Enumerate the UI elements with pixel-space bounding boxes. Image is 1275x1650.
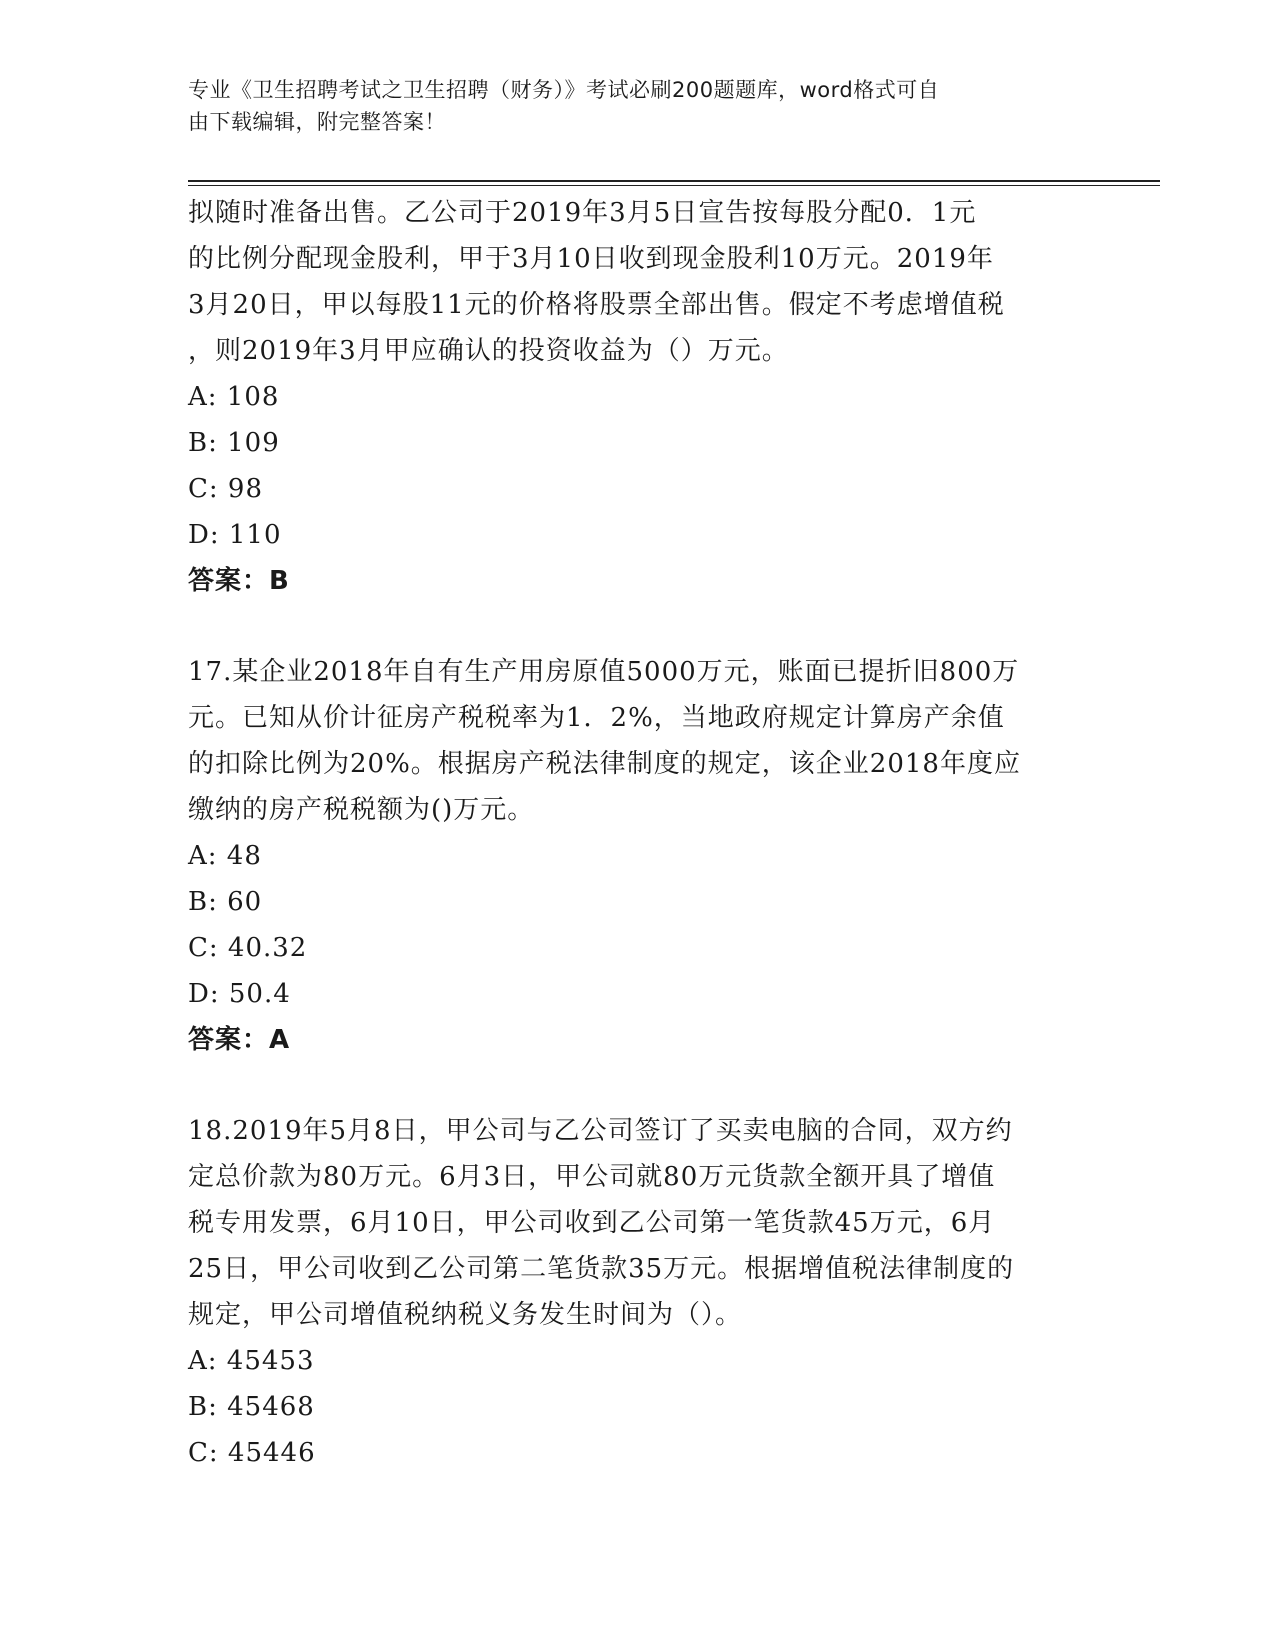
answer-label: 答案：A: [188, 1025, 291, 1055]
option-a: A: 108: [188, 382, 280, 412]
option-a: A: 45453: [188, 1346, 315, 1376]
question-text-line: 25日，甲公司收到乙公司第二笔货款35万元。根据增值税法律制度的: [188, 1254, 1015, 1284]
document-header: [188, 74, 1088, 138]
question-18: [188, 1108, 1088, 1476]
header-rule-thin: [188, 185, 1160, 186]
option-b: B: 60: [188, 887, 263, 917]
question-text-line: 3月20日，甲以每股11元的价格将股票全部出售。假定不考虑增值税: [188, 290, 1005, 320]
option-c: C: 45446: [188, 1438, 316, 1468]
option-b: B: 109: [188, 428, 280, 458]
question-gap: [188, 1063, 1088, 1108]
option-b: B: 45468: [188, 1392, 315, 1422]
option-d: D: 110: [188, 520, 282, 550]
question-text-line: 的扣除比例为20%。根据房产税法律制度的规定，该企业2018年度应: [188, 749, 1021, 779]
header-line-1: 专业《卫生招聘考试之卫生招聘（财务）》考试必刷200题题库，word格式可自: [188, 78, 940, 102]
header-rule-thick: [188, 180, 1160, 182]
option-c: C: 98: [188, 474, 264, 504]
question-16: [188, 190, 1088, 604]
question-text-line: 规定，甲公司增值税纳税义务发生时间为（）。: [188, 1300, 743, 1330]
question-text-line: 17.某企业2018年自有生产用房原值5000万元，账面已提折旧800万: [188, 657, 1020, 687]
question-text-line: 定总价款为80万元。6月3日，甲公司就80万元货款全额开具了增值: [188, 1162, 996, 1192]
option-a: A: 48: [188, 841, 262, 871]
option-c: C: 40.32: [188, 933, 308, 963]
question-text-line: 拟随时准备出售。乙公司于2019年3月5日宣告按每股分配0．1元: [188, 198, 977, 228]
document-body: [188, 190, 1088, 1476]
question-text-line: 缴纳的房产税税额为()万元。: [188, 795, 535, 825]
answer-label: 答案：B: [188, 566, 290, 596]
question-text-line: 元。已知从价计征房产税税率为1．2%，当地政府规定计算房产余值: [188, 703, 1005, 733]
question-gap: [188, 604, 1088, 649]
question-text-line: ，则2019年3月甲应确认的投资收益为（）万元。: [188, 336, 789, 366]
option-d: D: 50.4: [188, 979, 291, 1009]
question-text-line: 税专用发票，6月10日，甲公司收到乙公司第一笔货款45万元，6月: [188, 1208, 996, 1238]
question-17: [188, 649, 1088, 1063]
question-text-line: 18.2019年5月8日，甲公司与乙公司签订了买卖电脑的合同，双方约: [188, 1116, 1013, 1146]
header-line-2: 由下载编辑，附完整答案！: [188, 110, 446, 134]
question-text-line: 的比例分配现金股利，甲于3月10日收到现金股利10万元。2019年: [188, 244, 994, 274]
